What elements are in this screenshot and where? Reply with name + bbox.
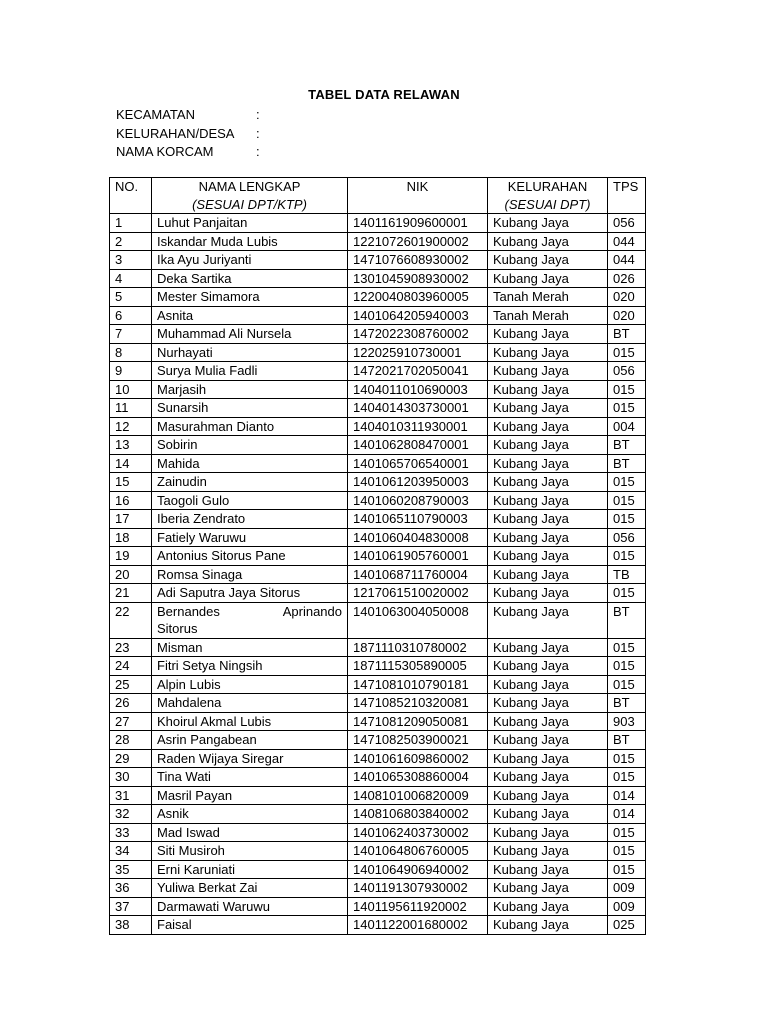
cell-no: 32 <box>110 805 152 824</box>
meta-value: : <box>256 144 260 159</box>
cell-no: 16 <box>110 491 152 510</box>
cell-tps: 015 <box>608 380 646 399</box>
table-row <box>110 436 646 455</box>
cell-nik: 122025910730001 <box>348 343 488 362</box>
cell-kelurahan: Kubang Jaya <box>488 842 608 861</box>
cell-name: Masurahman Dianto <box>152 417 348 436</box>
cell-name: Muhammad Ali Nursela <box>152 325 348 344</box>
cell-name: Sobirin <box>152 436 348 455</box>
table-row <box>110 638 646 657</box>
cell-tps: BT <box>608 731 646 750</box>
cell-no: 18 <box>110 528 152 547</box>
cell-tps: TB <box>608 565 646 584</box>
cell-no: 26 <box>110 694 152 713</box>
cell-nik: 1401063004050008 <box>348 602 488 638</box>
table-row <box>110 251 646 270</box>
cell-no: 11 <box>110 399 152 418</box>
cell-nik: 1401062403730002 <box>348 823 488 842</box>
cell-name: Erni Karuniati <box>152 860 348 879</box>
cell-tps: 004 <box>608 417 646 436</box>
table-body <box>110 214 646 935</box>
meta-row-korcam <box>116 143 260 162</box>
header-kelurahan-sub: (SESUAI DPT) <box>504 196 591 212</box>
table-row <box>110 362 646 381</box>
table-row <box>110 675 646 694</box>
header-kelurahan <box>488 178 608 214</box>
cell-tps: 014 <box>608 805 646 824</box>
cell-no: 27 <box>110 712 152 731</box>
cell-nik: 1471076608930002 <box>348 251 488 270</box>
cell-nik: 1401064906940002 <box>348 860 488 879</box>
table-row <box>110 712 646 731</box>
table-row <box>110 749 646 768</box>
cell-no: 34 <box>110 842 152 861</box>
table-row <box>110 805 646 824</box>
cell-kelurahan: Kubang Jaya <box>488 584 608 603</box>
cell-tps: BT <box>608 694 646 713</box>
cell-name <box>152 602 348 638</box>
cell-tps: 015 <box>608 584 646 603</box>
cell-kelurahan: Kubang Jaya <box>488 473 608 492</box>
cell-kelurahan: Kubang Jaya <box>488 731 608 750</box>
cell-kelurahan: Kubang Jaya <box>488 436 608 455</box>
cell-tps: BT <box>608 325 646 344</box>
table-row <box>110 786 646 805</box>
cell-tps: 015 <box>608 343 646 362</box>
cell-no: 1 <box>110 214 152 233</box>
cell-no: 9 <box>110 362 152 381</box>
cell-tps: 025 <box>608 916 646 935</box>
cell-name: Surya Mulia Fadli <box>152 362 348 381</box>
table-row <box>110 879 646 898</box>
cell-name: Asrin Pangabean <box>152 731 348 750</box>
cell-name: Fatiely Waruwu <box>152 528 348 547</box>
cell-name: Yuliwa Berkat Zai <box>152 879 348 898</box>
cell-nik: 1471085210320081 <box>348 694 488 713</box>
cell-no: 21 <box>110 584 152 603</box>
meta-value: : <box>256 125 260 141</box>
cell-tps: 015 <box>608 547 646 566</box>
cell-tps: 015 <box>608 823 646 842</box>
cell-no: 20 <box>110 565 152 584</box>
cell-kelurahan: Kubang Jaya <box>488 805 608 824</box>
cell-tps: BT <box>608 436 646 455</box>
cell-name: Marjasih <box>152 380 348 399</box>
cell-nik: 1401062808470001 <box>348 436 488 455</box>
cell-nik: 1221072601900002 <box>348 232 488 251</box>
cell-kelurahan: Kubang Jaya <box>488 879 608 898</box>
cell-no: 15 <box>110 473 152 492</box>
cell-no: 38 <box>110 916 152 935</box>
cell-kelurahan: Kubang Jaya <box>488 823 608 842</box>
table-row <box>110 860 646 879</box>
cell-tps: 020 <box>608 288 646 307</box>
cell-kelurahan: Kubang Jaya <box>488 860 608 879</box>
cell-tps: 015 <box>608 768 646 787</box>
meta-block <box>116 106 260 162</box>
cell-nik: 1217061510020002 <box>348 584 488 603</box>
cell-tps: 020 <box>608 306 646 325</box>
cell-nik: 1401195611920002 <box>348 897 488 916</box>
table-row <box>110 584 646 603</box>
cell-nik: 1408101006820009 <box>348 786 488 805</box>
table-row <box>110 528 646 547</box>
cell-name: Mad Iswad <box>152 823 348 842</box>
cell-name: Fitri Setya Ningsih <box>152 657 348 676</box>
cell-nik: 1401061905760001 <box>348 547 488 566</box>
cell-name: Mahdalena <box>152 694 348 713</box>
cell-no: 17 <box>110 510 152 529</box>
cell-nik: 1404011010690003 <box>348 380 488 399</box>
cell-name: Alpin Lubis <box>152 675 348 694</box>
cell-tps: 015 <box>608 491 646 510</box>
cell-name: Siti Musiroh <box>152 842 348 861</box>
cell-nik: 1401064806760005 <box>348 842 488 861</box>
cell-kelurahan: Kubang Jaya <box>488 399 608 418</box>
cell-tps: 903 <box>608 712 646 731</box>
cell-kelurahan: Kubang Jaya <box>488 768 608 787</box>
cell-name: Mester Simamora <box>152 288 348 307</box>
cell-no: 19 <box>110 547 152 566</box>
cell-name: Masril Payan <box>152 786 348 805</box>
table-row <box>110 232 646 251</box>
header-tps: TPS <box>608 178 646 214</box>
table-row <box>110 823 646 842</box>
cell-kelurahan: Kubang Jaya <box>488 380 608 399</box>
cell-name: Khoirul Akmal Lubis <box>152 712 348 731</box>
header-nik: NIK <box>348 178 488 214</box>
cell-kelurahan: Kubang Jaya <box>488 510 608 529</box>
cell-no: 25 <box>110 675 152 694</box>
cell-kelurahan: Kubang Jaya <box>488 269 608 288</box>
cell-nik: 1401122001680002 <box>348 916 488 935</box>
table-row <box>110 380 646 399</box>
cell-no: 35 <box>110 860 152 879</box>
cell-name: Sunarsih <box>152 399 348 418</box>
table-header-row <box>110 178 646 214</box>
cell-kelurahan: Kubang Jaya <box>488 454 608 473</box>
cell-nik: 1404014303730001 <box>348 399 488 418</box>
cell-name: Asnita <box>152 306 348 325</box>
cell-name: Faisal <box>152 916 348 935</box>
cell-nik: 1401060404830008 <box>348 528 488 547</box>
cell-nik: 1871110310780002 <box>348 638 488 657</box>
document-title: TABEL DATA RELAWAN <box>308 87 460 102</box>
cell-name: Darmawati Waruwu <box>152 897 348 916</box>
cell-kelurahan: Kubang Jaya <box>488 417 608 436</box>
cell-kelurahan: Kubang Jaya <box>488 362 608 381</box>
cell-no: 13 <box>110 436 152 455</box>
cell-nik: 1401061609860002 <box>348 749 488 768</box>
cell-name: Mahida <box>152 454 348 473</box>
cell-kelurahan: Kubang Jaya <box>488 325 608 344</box>
cell-kelurahan: Kubang Jaya <box>488 547 608 566</box>
cell-nik: 1408106803840002 <box>348 805 488 824</box>
cell-name: Asnik <box>152 805 348 824</box>
cell-tps: BT <box>608 602 646 638</box>
cell-tps: 015 <box>608 749 646 768</box>
header-no: NO. <box>110 178 152 214</box>
cell-nik: 1401065308860004 <box>348 768 488 787</box>
cell-kelurahan: Kubang Jaya <box>488 565 608 584</box>
cell-name-line1 <box>157 603 342 621</box>
cell-kelurahan: Kubang Jaya <box>488 897 608 916</box>
cell-tps: 015 <box>608 399 646 418</box>
cell-tps: 015 <box>608 842 646 861</box>
cell-nik: 1401065110790003 <box>348 510 488 529</box>
cell-name: Luhut Panjaitan <box>152 214 348 233</box>
table-row <box>110 343 646 362</box>
cell-nik: 1871115305890005 <box>348 657 488 676</box>
cell-name-word: Bernandes <box>157 603 220 619</box>
cell-nik: 1404010311930001 <box>348 417 488 436</box>
table-row <box>110 454 646 473</box>
cell-no: 29 <box>110 749 152 768</box>
cell-nik: 1471082503900021 <box>348 731 488 750</box>
cell-no: 30 <box>110 768 152 787</box>
cell-nik: 1401068711760004 <box>348 565 488 584</box>
cell-name: Taogoli Gulo <box>152 491 348 510</box>
cell-kelurahan: Kubang Jaya <box>488 712 608 731</box>
cell-kelurahan: Kubang Jaya <box>488 602 608 638</box>
cell-tps: 009 <box>608 897 646 916</box>
cell-no: 4 <box>110 269 152 288</box>
table-row <box>110 602 646 638</box>
cell-name: Deka Sartika <box>152 269 348 288</box>
cell-no: 24 <box>110 657 152 676</box>
cell-nik: 1301045908930002 <box>348 269 488 288</box>
cell-tps: 015 <box>608 638 646 657</box>
cell-tps: BT <box>608 454 646 473</box>
cell-tps: 015 <box>608 657 646 676</box>
cell-tps: 044 <box>608 232 646 251</box>
cell-kelurahan: Kubang Jaya <box>488 657 608 676</box>
cell-tps: 015 <box>608 510 646 529</box>
cell-no: 33 <box>110 823 152 842</box>
cell-no: 31 <box>110 786 152 805</box>
cell-tps: 009 <box>608 879 646 898</box>
cell-no: 37 <box>110 897 152 916</box>
meta-value: : <box>256 107 260 122</box>
cell-name: Romsa Sinaga <box>152 565 348 584</box>
cell-no: 5 <box>110 288 152 307</box>
cell-no: 14 <box>110 454 152 473</box>
cell-nik: 1401061203950003 <box>348 473 488 492</box>
cell-nik: 1401065706540001 <box>348 454 488 473</box>
table-row <box>110 288 646 307</box>
table-row <box>110 547 646 566</box>
cell-kelurahan: Kubang Jaya <box>488 251 608 270</box>
cell-no: 23 <box>110 638 152 657</box>
cell-name: Misman <box>152 638 348 657</box>
cell-kelurahan: Kubang Jaya <box>488 786 608 805</box>
cell-name-word: Aprinando <box>282 603 342 619</box>
meta-label: KELURAHAN/DESA <box>116 125 235 141</box>
header-name-sub: (SESUAI DPT/KTP) <box>192 196 307 212</box>
cell-nik: 1401191307930002 <box>348 879 488 898</box>
table-row <box>110 325 646 344</box>
header-name-label: NAMA LENGKAP <box>198 179 301 194</box>
cell-tps: 056 <box>608 362 646 381</box>
cell-tps: 015 <box>608 860 646 879</box>
cell-tps: 015 <box>608 675 646 694</box>
table-row <box>110 657 646 676</box>
cell-name: Raden Wijaya Siregar <box>152 749 348 768</box>
table-row <box>110 897 646 916</box>
cell-tps: 056 <box>608 528 646 547</box>
cell-kelurahan: Tanah Merah <box>488 306 608 325</box>
cell-tps: 014 <box>608 786 646 805</box>
table-row <box>110 694 646 713</box>
cell-kelurahan: Kubang Jaya <box>488 232 608 251</box>
cell-kelurahan: Kubang Jaya <box>488 343 608 362</box>
cell-kelurahan: Kubang Jaya <box>488 749 608 768</box>
table-row <box>110 491 646 510</box>
cell-no: 7 <box>110 325 152 344</box>
cell-kelurahan: Kubang Jaya <box>488 694 608 713</box>
cell-nik: 1471081010790181 <box>348 675 488 694</box>
cell-nik: 1471081209050081 <box>348 712 488 731</box>
cell-kelurahan: Tanah Merah <box>488 288 608 307</box>
cell-nik: 1220040803960005 <box>348 288 488 307</box>
cell-kelurahan: Kubang Jaya <box>488 675 608 694</box>
table-row <box>110 916 646 935</box>
table-row <box>110 214 646 233</box>
table-row <box>110 565 646 584</box>
meta-row-kecamatan <box>116 106 260 125</box>
cell-name-line2: Sitorus <box>157 621 198 636</box>
cell-name: Antonius Sitorus Pane <box>152 547 348 566</box>
cell-kelurahan: Kubang Jaya <box>488 638 608 657</box>
table-row <box>110 269 646 288</box>
cell-tps: 015 <box>608 473 646 492</box>
cell-kelurahan: Kubang Jaya <box>488 491 608 510</box>
cell-tps: 026 <box>608 269 646 288</box>
table-row <box>110 306 646 325</box>
meta-label: NAMA KORCAM <box>116 144 214 159</box>
meta-row-kelurahan <box>116 125 260 144</box>
table-row <box>110 842 646 861</box>
table-row <box>110 399 646 418</box>
table-row <box>110 417 646 436</box>
volunteer-table <box>109 177 646 935</box>
cell-tps: 056 <box>608 214 646 233</box>
meta-label: KECAMATAN <box>116 107 195 122</box>
cell-nik: 1401060208790003 <box>348 491 488 510</box>
cell-no: 8 <box>110 343 152 362</box>
table-row <box>110 510 646 529</box>
cell-nik: 1401064205940003 <box>348 306 488 325</box>
cell-no: 12 <box>110 417 152 436</box>
cell-kelurahan: Kubang Jaya <box>488 214 608 233</box>
header-name <box>152 178 348 214</box>
cell-nik: 1472021702050041 <box>348 362 488 381</box>
cell-name: Tina Wati <box>152 768 348 787</box>
cell-no: 2 <box>110 232 152 251</box>
cell-kelurahan: Kubang Jaya <box>488 528 608 547</box>
table-row <box>110 768 646 787</box>
cell-no: 6 <box>110 306 152 325</box>
cell-no: 36 <box>110 879 152 898</box>
cell-name: Iberia Zendrato <box>152 510 348 529</box>
cell-name: Ika Ayu Juriyanti <box>152 251 348 270</box>
cell-no: 28 <box>110 731 152 750</box>
header-kelurahan-label: KELURAHAN <box>507 179 588 194</box>
cell-no: 3 <box>110 251 152 270</box>
table-row <box>110 731 646 750</box>
cell-name: Nurhayati <box>152 343 348 362</box>
cell-no: 10 <box>110 380 152 399</box>
cell-name: Zainudin <box>152 473 348 492</box>
cell-tps: 044 <box>608 251 646 270</box>
cell-no: 22 <box>110 602 152 638</box>
cell-name: Iskandar Muda Lubis <box>152 232 348 251</box>
table-row <box>110 473 646 492</box>
cell-kelurahan: Kubang Jaya <box>488 916 608 935</box>
cell-name: Adi Saputra Jaya Sitorus <box>152 584 348 603</box>
cell-nik: 1401161909600001 <box>348 214 488 233</box>
cell-nik: 1472022308760002 <box>348 325 488 344</box>
